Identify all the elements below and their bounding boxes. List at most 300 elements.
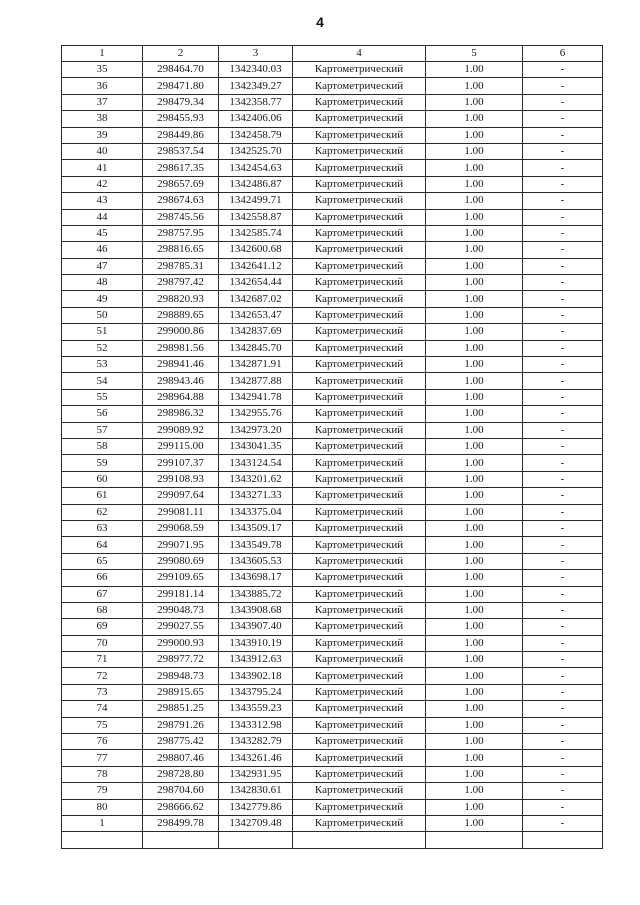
y-coordinate-cell: 1342458.79 [219, 127, 293, 143]
table-row [62, 734, 603, 750]
x-coordinate-cell: 298941.46 [143, 357, 219, 373]
x-coordinate-cell: 298943.46 [143, 373, 219, 389]
empty-cell [293, 832, 426, 849]
accuracy-cell: 1.00 [426, 176, 523, 192]
empty-cell [62, 832, 143, 849]
y-coordinate-cell: 1342779.86 [219, 799, 293, 815]
accuracy-cell: 1.00 [426, 389, 523, 405]
description-cell: - [523, 291, 603, 307]
accuracy-cell: 1.00 [426, 488, 523, 504]
point-number-cell: 58 [62, 438, 143, 454]
description-cell: - [523, 602, 603, 618]
x-coordinate-cell: 298807.46 [143, 750, 219, 766]
point-number-cell: 49 [62, 291, 143, 307]
method-cell: Картометрический [293, 799, 426, 815]
description-cell: - [523, 668, 603, 684]
accuracy-cell: 1.00 [426, 193, 523, 209]
point-number-cell: 57 [62, 422, 143, 438]
description-cell: - [523, 176, 603, 192]
accuracy-cell: 1.00 [426, 619, 523, 635]
empty-cell [523, 832, 603, 849]
y-coordinate-cell: 1342687.02 [219, 291, 293, 307]
point-number-cell: 78 [62, 766, 143, 782]
table-row [62, 602, 603, 618]
x-coordinate-cell: 298816.65 [143, 242, 219, 258]
accuracy-cell: 1.00 [426, 373, 523, 389]
table-row [62, 520, 603, 536]
accuracy-cell: 1.00 [426, 783, 523, 799]
accuracy-cell: 1.00 [426, 275, 523, 291]
table-row [62, 553, 603, 569]
accuracy-cell: 1.00 [426, 471, 523, 487]
point-number-cell: 64 [62, 537, 143, 553]
description-cell: - [523, 799, 603, 815]
x-coordinate-cell: 298981.56 [143, 340, 219, 356]
y-coordinate-cell: 1342709.48 [219, 815, 293, 831]
table-row [62, 258, 603, 274]
y-coordinate-cell: 1342931.95 [219, 766, 293, 782]
point-number-cell: 71 [62, 652, 143, 668]
y-coordinate-cell: 1342349.27 [219, 78, 293, 94]
accuracy-cell: 1.00 [426, 111, 523, 127]
y-coordinate-cell: 1342871.91 [219, 357, 293, 373]
point-number-cell: 45 [62, 225, 143, 241]
table-body [62, 46, 603, 849]
accuracy-cell: 1.00 [426, 357, 523, 373]
accuracy-cell: 1.00 [426, 570, 523, 586]
table-row [62, 291, 603, 307]
accuracy-cell: 1.00 [426, 766, 523, 782]
point-number-cell: 50 [62, 307, 143, 323]
method-cell: Картометрический [293, 701, 426, 717]
empty-cell [143, 832, 219, 849]
x-coordinate-cell: 299089.92 [143, 422, 219, 438]
x-coordinate-cell: 299071.95 [143, 537, 219, 553]
table-row [62, 652, 603, 668]
description-cell: - [523, 373, 603, 389]
accuracy-cell: 1.00 [426, 438, 523, 454]
y-coordinate-cell: 1342454.63 [219, 160, 293, 176]
x-coordinate-cell: 298977.72 [143, 652, 219, 668]
point-number-cell: 72 [62, 668, 143, 684]
point-number-cell: 61 [62, 488, 143, 504]
point-number-cell: 47 [62, 258, 143, 274]
accuracy-cell: 1.00 [426, 734, 523, 750]
y-coordinate-cell: 1342837.69 [219, 324, 293, 340]
x-coordinate-cell: 299068.59 [143, 520, 219, 536]
description-cell: - [523, 488, 603, 504]
point-number-cell: 48 [62, 275, 143, 291]
method-cell: Картометрический [293, 209, 426, 225]
method-cell: Картометрический [293, 406, 426, 422]
method-cell: Картометрический [293, 78, 426, 94]
point-number-cell: 77 [62, 750, 143, 766]
x-coordinate-cell: 298728.80 [143, 766, 219, 782]
point-number-cell: 54 [62, 373, 143, 389]
y-coordinate-cell: 1342499.71 [219, 193, 293, 209]
method-cell: Картометрический [293, 635, 426, 651]
x-coordinate-cell: 298657.69 [143, 176, 219, 192]
accuracy-cell: 1.00 [426, 652, 523, 668]
table-row [62, 537, 603, 553]
table-row [62, 701, 603, 717]
method-cell: Картометрический [293, 504, 426, 520]
description-cell: - [523, 143, 603, 159]
method-cell: Картометрический [293, 668, 426, 684]
x-coordinate-cell: 298986.32 [143, 406, 219, 422]
description-cell: - [523, 815, 603, 831]
description-cell: - [523, 586, 603, 602]
method-cell: Картометрический [293, 373, 426, 389]
y-coordinate-cell: 1342358.77 [219, 94, 293, 110]
y-coordinate-cell: 1343885.72 [219, 586, 293, 602]
description-cell: - [523, 406, 603, 422]
point-number-cell: 62 [62, 504, 143, 520]
y-coordinate-cell: 1342653.47 [219, 307, 293, 323]
method-cell: Картометрический [293, 127, 426, 143]
table-row [62, 209, 603, 225]
x-coordinate-cell: 299108.93 [143, 471, 219, 487]
accuracy-cell: 1.00 [426, 143, 523, 159]
x-coordinate-cell: 298791.26 [143, 717, 219, 733]
point-number-cell: 69 [62, 619, 143, 635]
description-cell: - [523, 258, 603, 274]
x-coordinate-cell: 298915.65 [143, 684, 219, 700]
accuracy-cell: 1.00 [426, 324, 523, 340]
method-cell: Картометрический [293, 143, 426, 159]
table-row [62, 455, 603, 471]
description-cell: - [523, 537, 603, 553]
x-coordinate-cell: 298851.25 [143, 701, 219, 717]
table-row [62, 62, 603, 78]
point-number-cell: 70 [62, 635, 143, 651]
method-cell: Картометрический [293, 422, 426, 438]
table-header-row [62, 46, 603, 62]
description-cell: - [523, 340, 603, 356]
description-cell: - [523, 127, 603, 143]
description-cell: - [523, 357, 603, 373]
x-coordinate-cell: 298464.70 [143, 62, 219, 78]
accuracy-cell: 1.00 [426, 291, 523, 307]
x-coordinate-cell: 298449.86 [143, 127, 219, 143]
accuracy-cell: 1.00 [426, 668, 523, 684]
point-number-cell: 39 [62, 127, 143, 143]
method-cell: Картометрический [293, 553, 426, 569]
table-row [62, 324, 603, 340]
table-row [62, 717, 603, 733]
y-coordinate-cell: 1342600.68 [219, 242, 293, 258]
point-number-cell: 51 [62, 324, 143, 340]
accuracy-cell: 1.00 [426, 422, 523, 438]
point-number-cell: 63 [62, 520, 143, 536]
point-number-cell: 40 [62, 143, 143, 159]
point-number-cell: 79 [62, 783, 143, 799]
method-cell: Картометрический [293, 750, 426, 766]
table-row [62, 586, 603, 602]
description-cell: - [523, 94, 603, 110]
x-coordinate-cell: 298704.60 [143, 783, 219, 799]
point-number-cell: 37 [62, 94, 143, 110]
description-cell: - [523, 750, 603, 766]
description-cell: - [523, 701, 603, 717]
y-coordinate-cell: 1343282.79 [219, 734, 293, 750]
empty-cell [426, 832, 523, 849]
accuracy-cell: 1.00 [426, 684, 523, 700]
y-coordinate-cell: 1343261.46 [219, 750, 293, 766]
y-coordinate-cell: 1342525.70 [219, 143, 293, 159]
table-row [62, 176, 603, 192]
method-cell: Картометрический [293, 242, 426, 258]
x-coordinate-cell: 298455.93 [143, 111, 219, 127]
description-cell: - [523, 684, 603, 700]
table-row [62, 635, 603, 651]
y-coordinate-cell: 1342558.87 [219, 209, 293, 225]
column-header: 1 [62, 46, 143, 62]
accuracy-cell: 1.00 [426, 701, 523, 717]
x-coordinate-cell: 298617.35 [143, 160, 219, 176]
y-coordinate-cell: 1342641.12 [219, 258, 293, 274]
y-coordinate-cell: 1343549.78 [219, 537, 293, 553]
x-coordinate-cell: 298948.73 [143, 668, 219, 684]
point-number-cell: 59 [62, 455, 143, 471]
table-row [62, 750, 603, 766]
description-cell: - [523, 78, 603, 94]
method-cell: Картометрический [293, 717, 426, 733]
table-row [62, 143, 603, 159]
y-coordinate-cell: 1343910.19 [219, 635, 293, 651]
point-number-cell: 67 [62, 586, 143, 602]
y-coordinate-cell: 1342955.76 [219, 406, 293, 422]
y-coordinate-cell: 1343698.17 [219, 570, 293, 586]
x-coordinate-cell: 299115.00 [143, 438, 219, 454]
x-coordinate-cell: 299109.65 [143, 570, 219, 586]
method-cell: Картометрический [293, 389, 426, 405]
y-coordinate-cell: 1343605.53 [219, 553, 293, 569]
table-row [62, 160, 603, 176]
point-number-cell: 35 [62, 62, 143, 78]
page-number: 4 [316, 14, 324, 30]
method-cell: Картометрический [293, 734, 426, 750]
point-number-cell: 65 [62, 553, 143, 569]
method-cell: Картометрический [293, 275, 426, 291]
description-cell: - [523, 389, 603, 405]
method-cell: Картометрический [293, 783, 426, 799]
accuracy-cell: 1.00 [426, 127, 523, 143]
accuracy-cell: 1.00 [426, 537, 523, 553]
accuracy-cell: 1.00 [426, 455, 523, 471]
method-cell: Картометрический [293, 225, 426, 241]
method-cell: Картометрический [293, 537, 426, 553]
method-cell: Картометрический [293, 619, 426, 635]
table-row [62, 619, 603, 635]
accuracy-cell: 1.00 [426, 340, 523, 356]
method-cell: Картометрический [293, 455, 426, 471]
accuracy-cell: 1.00 [426, 78, 523, 94]
x-coordinate-cell: 298757.95 [143, 225, 219, 241]
table-row [62, 225, 603, 241]
method-cell: Картометрический [293, 357, 426, 373]
x-coordinate-cell: 298785.31 [143, 258, 219, 274]
x-coordinate-cell: 299081.11 [143, 504, 219, 520]
method-cell: Картометрический [293, 438, 426, 454]
point-number-cell: 53 [62, 357, 143, 373]
description-cell: - [523, 160, 603, 176]
accuracy-cell: 1.00 [426, 62, 523, 78]
point-number-cell: 55 [62, 389, 143, 405]
description-cell: - [523, 324, 603, 340]
table-row [62, 193, 603, 209]
point-number-cell: 41 [62, 160, 143, 176]
accuracy-cell: 1.00 [426, 553, 523, 569]
column-header: 5 [426, 46, 523, 62]
table-row [62, 815, 603, 831]
table-row [62, 357, 603, 373]
description-cell: - [523, 438, 603, 454]
description-cell: - [523, 62, 603, 78]
accuracy-cell: 1.00 [426, 635, 523, 651]
y-coordinate-cell: 1342406.06 [219, 111, 293, 127]
description-cell: - [523, 455, 603, 471]
table-row [62, 389, 603, 405]
x-coordinate-cell: 298797.42 [143, 275, 219, 291]
column-header: 6 [523, 46, 603, 62]
method-cell: Картометрический [293, 258, 426, 274]
description-cell: - [523, 766, 603, 782]
description-cell: - [523, 225, 603, 241]
description-cell: - [523, 504, 603, 520]
method-cell: Картометрический [293, 602, 426, 618]
accuracy-cell: 1.00 [426, 799, 523, 815]
x-coordinate-cell: 299181.14 [143, 586, 219, 602]
empty-row [62, 832, 603, 849]
accuracy-cell: 1.00 [426, 307, 523, 323]
y-coordinate-cell: 1343375.04 [219, 504, 293, 520]
accuracy-cell: 1.00 [426, 225, 523, 241]
description-cell: - [523, 209, 603, 225]
empty-cell [219, 832, 293, 849]
point-number-cell: 66 [62, 570, 143, 586]
y-coordinate-cell: 1342877.88 [219, 373, 293, 389]
column-header: 2 [143, 46, 219, 62]
method-cell: Картометрический [293, 111, 426, 127]
x-coordinate-cell: 298479.34 [143, 94, 219, 110]
method-cell: Картометрический [293, 340, 426, 356]
accuracy-cell: 1.00 [426, 586, 523, 602]
x-coordinate-cell: 298537.54 [143, 143, 219, 159]
description-cell: - [523, 783, 603, 799]
method-cell: Картометрический [293, 766, 426, 782]
accuracy-cell: 1.00 [426, 160, 523, 176]
y-coordinate-cell: 1342340.03 [219, 62, 293, 78]
y-coordinate-cell: 1343041.35 [219, 438, 293, 454]
point-number-cell: 60 [62, 471, 143, 487]
column-header: 4 [293, 46, 426, 62]
table-row [62, 422, 603, 438]
point-number-cell: 56 [62, 406, 143, 422]
point-number-cell: 52 [62, 340, 143, 356]
y-coordinate-cell: 1342941.78 [219, 389, 293, 405]
accuracy-cell: 1.00 [426, 602, 523, 618]
x-coordinate-cell: 298964.88 [143, 389, 219, 405]
y-coordinate-cell: 1343908.68 [219, 602, 293, 618]
point-number-cell: 75 [62, 717, 143, 733]
method-cell: Картометрический [293, 307, 426, 323]
table-row [62, 799, 603, 815]
accuracy-cell: 1.00 [426, 242, 523, 258]
table-row [62, 127, 603, 143]
method-cell: Картометрический [293, 324, 426, 340]
table-row [62, 438, 603, 454]
description-cell: - [523, 242, 603, 258]
point-number-cell: 38 [62, 111, 143, 127]
x-coordinate-cell: 299097.64 [143, 488, 219, 504]
point-number-cell: 42 [62, 176, 143, 192]
method-cell: Картометрический [293, 488, 426, 504]
method-cell: Картометрический [293, 193, 426, 209]
accuracy-cell: 1.00 [426, 209, 523, 225]
table-row [62, 307, 603, 323]
column-header: 3 [219, 46, 293, 62]
y-coordinate-cell: 1343124.54 [219, 455, 293, 471]
point-number-cell: 74 [62, 701, 143, 717]
x-coordinate-cell: 298889.65 [143, 307, 219, 323]
description-cell: - [523, 619, 603, 635]
description-cell: - [523, 717, 603, 733]
table-row [62, 94, 603, 110]
table-row [62, 684, 603, 700]
point-number-cell: 73 [62, 684, 143, 700]
table-row [62, 340, 603, 356]
method-cell: Картометрический [293, 586, 426, 602]
point-number-cell: 46 [62, 242, 143, 258]
y-coordinate-cell: 1342585.74 [219, 225, 293, 241]
y-coordinate-cell: 1342486.87 [219, 176, 293, 192]
y-coordinate-cell: 1343509.17 [219, 520, 293, 536]
y-coordinate-cell: 1343201.62 [219, 471, 293, 487]
description-cell: - [523, 520, 603, 536]
x-coordinate-cell: 298499.78 [143, 815, 219, 831]
table-row [62, 373, 603, 389]
accuracy-cell: 1.00 [426, 750, 523, 766]
y-coordinate-cell: 1343795.24 [219, 684, 293, 700]
accuracy-cell: 1.00 [426, 717, 523, 733]
y-coordinate-cell: 1342973.20 [219, 422, 293, 438]
x-coordinate-cell: 299107.37 [143, 455, 219, 471]
point-number-cell: 68 [62, 602, 143, 618]
accuracy-cell: 1.00 [426, 258, 523, 274]
point-number-cell: 44 [62, 209, 143, 225]
table-row [62, 783, 603, 799]
accuracy-cell: 1.00 [426, 504, 523, 520]
method-cell: Картометрический [293, 652, 426, 668]
description-cell: - [523, 471, 603, 487]
method-cell: Картометрический [293, 520, 426, 536]
method-cell: Картометрический [293, 62, 426, 78]
table-row [62, 668, 603, 684]
y-coordinate-cell: 1343902.18 [219, 668, 293, 684]
y-coordinate-cell: 1342830.61 [219, 783, 293, 799]
x-coordinate-cell: 299080.69 [143, 553, 219, 569]
method-cell: Картометрический [293, 570, 426, 586]
x-coordinate-cell: 298674.63 [143, 193, 219, 209]
description-cell: - [523, 652, 603, 668]
x-coordinate-cell: 299000.86 [143, 324, 219, 340]
method-cell: Картометрический [293, 684, 426, 700]
coordinates-table [61, 45, 603, 849]
method-cell: Картометрический [293, 815, 426, 831]
table-row [62, 242, 603, 258]
x-coordinate-cell: 299048.73 [143, 602, 219, 618]
